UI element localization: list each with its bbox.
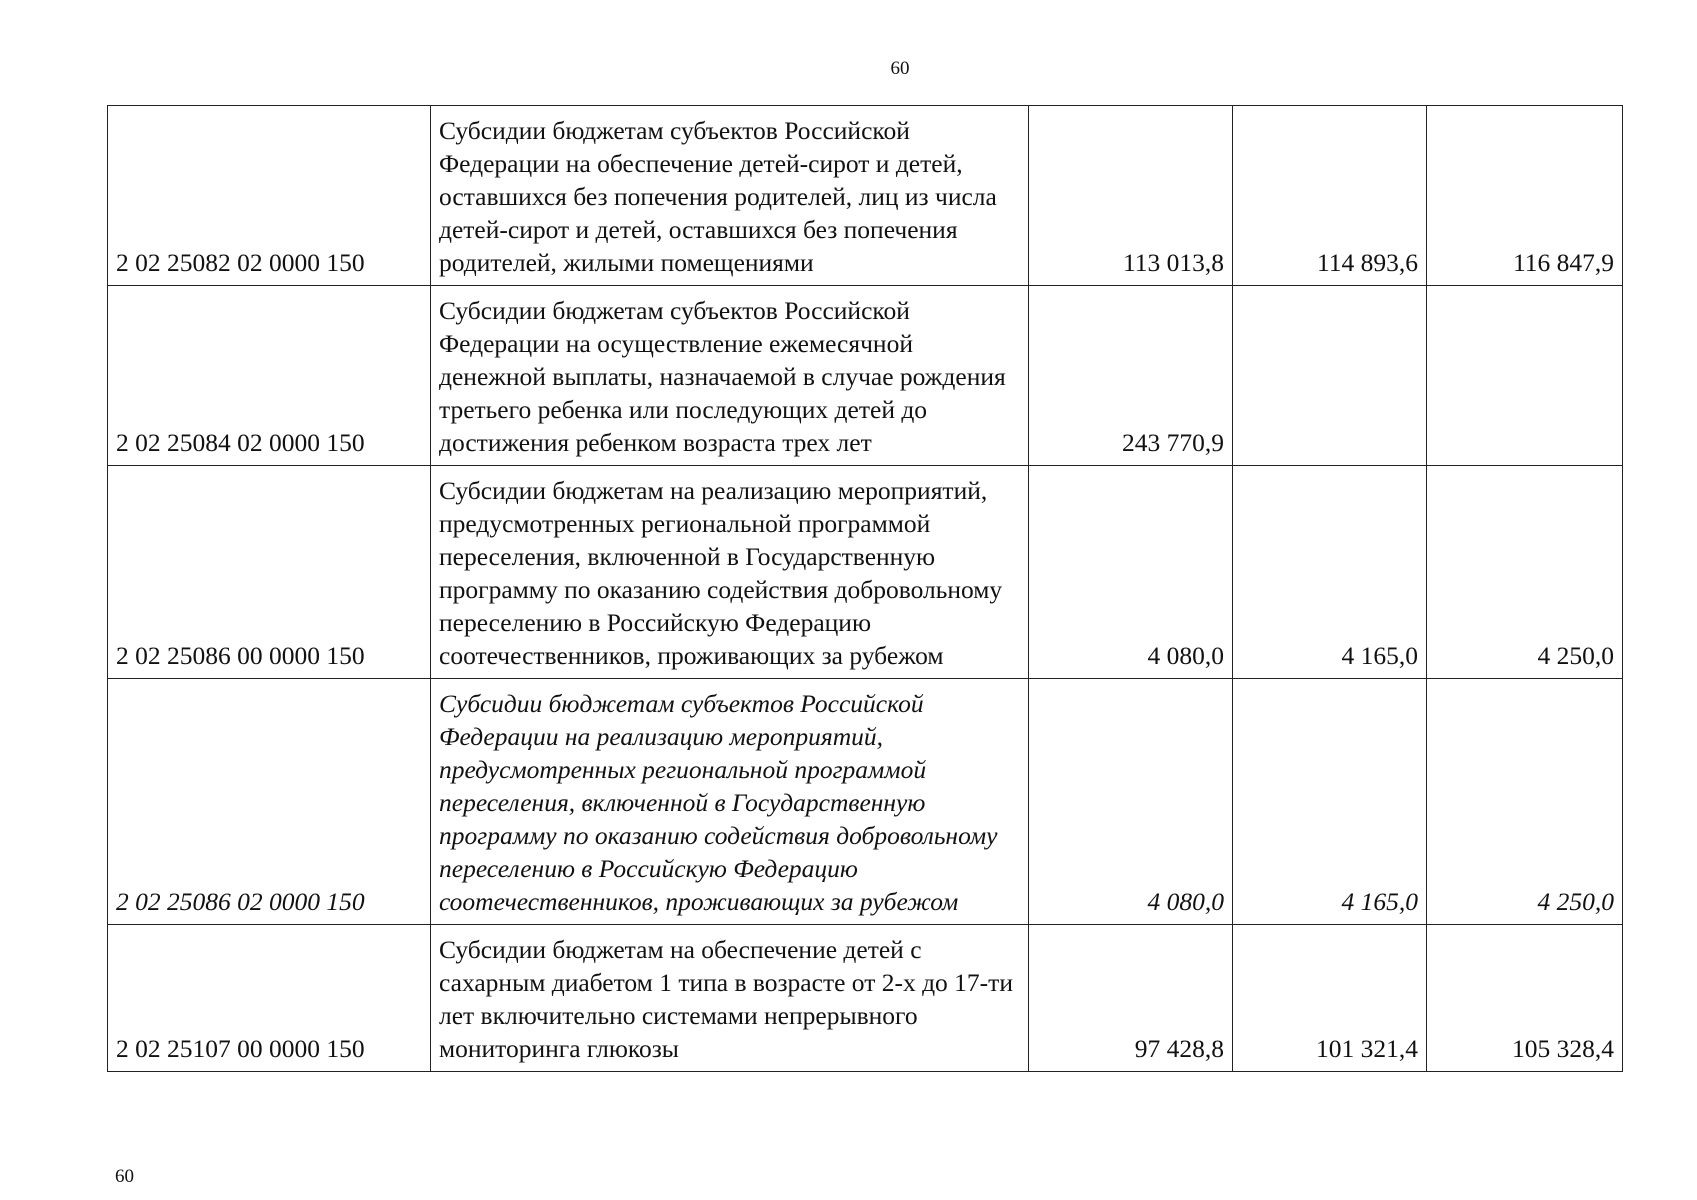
budget-table <box>107 105 1623 1072</box>
amount-year-2-cell: 114 893,6 <box>1233 106 1427 286</box>
page-number-bottom: 60 <box>115 1166 134 1187</box>
amount-year-1-cell: 4 080,0 <box>1029 466 1233 679</box>
table-row <box>108 466 1623 679</box>
page-number-top: 60 <box>890 58 910 79</box>
amount-year-1-cell: 4 080,0 <box>1029 679 1233 925</box>
budget-code-cell: 2 02 25086 00 0000 150 <box>108 466 431 679</box>
amount-year-2-cell: 101 321,4 <box>1233 925 1427 1072</box>
amount-year-3-cell: 116 847,9 <box>1427 106 1623 286</box>
table-row <box>108 925 1623 1072</box>
amount-year-1-cell: 243 770,9 <box>1029 286 1233 466</box>
table-row <box>108 679 1623 925</box>
description-cell: Субсидии бюджетам субъектов Российской Федерации на осуществление ежемесячной денежной выплаты, назначаемой в случае рождения третьего ребенка или последующих детей до достижения ребенком возраста трех лет <box>431 286 1029 466</box>
amount-year-2-cell <box>1233 286 1427 466</box>
amount-year-3-cell: 4 250,0 <box>1427 679 1623 925</box>
description-cell: Субсидии бюджетам субъектов Российской Федерации на обеспечение детей-сирот и детей, оставшихся без попечения родителей, лиц из числа детей-сирот и детей, оставшихся без попечения родителей, жилыми помещениями <box>431 106 1029 286</box>
amount-year-2-cell: 4 165,0 <box>1233 466 1427 679</box>
budget-code-cell: 2 02 25084 02 0000 150 <box>108 286 431 466</box>
table-row <box>108 286 1623 466</box>
description-cell: Субсидии бюджетам субъектов Российской Федерации на реализацию мероприятий, предусмотренных региональной программой переселения, включенной в Государственную программу по оказанию содействия добровольному переселению в Российскую Федерацию соотечественников, проживающих за рубежом <box>431 679 1029 925</box>
budget-code-cell: 2 02 25082 02 0000 150 <box>108 106 431 286</box>
amount-year-3-cell <box>1427 286 1623 466</box>
description-cell: Субсидии бюджетам на реализацию мероприятий, предусмотренных региональной программой переселения, включенной в Государственную программу по оказанию содействия добровольному переселению в Российскую Федерацию соотечественников, проживающих за рубежом <box>431 466 1029 679</box>
budget-code-cell: 2 02 25107 00 0000 150 <box>108 925 431 1072</box>
amount-year-1-cell: 97 428,8 <box>1029 925 1233 1072</box>
amount-year-3-cell: 4 250,0 <box>1427 466 1623 679</box>
amount-year-3-cell: 105 328,4 <box>1427 925 1623 1072</box>
description-cell: Субсидии бюджетам на обеспечение детей с сахарным диабетом 1 типа в возрасте от 2-х до 17-ти лет включительно системами непрерывного мониторинга глюкозы <box>431 925 1029 1072</box>
budget-code-cell: 2 02 25086 02 0000 150 <box>108 679 431 925</box>
table-row <box>108 106 1623 286</box>
amount-year-1-cell: 113 013,8 <box>1029 106 1233 286</box>
amount-year-2-cell: 4 165,0 <box>1233 679 1427 925</box>
